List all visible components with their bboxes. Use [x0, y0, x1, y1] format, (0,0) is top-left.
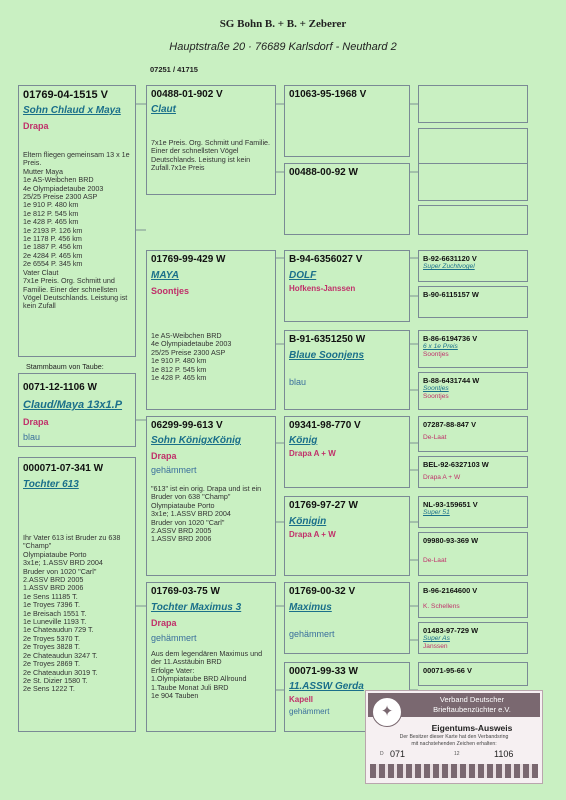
dam-code: 000071-07-341 W — [23, 463, 104, 474]
dam-card — [18, 457, 136, 732]
gen4-code: 01483-97-729 W — [423, 626, 479, 635]
card-text-line2: mit nachstehenden Zeichen erhalten: — [411, 741, 497, 747]
gen4-card-5 — [418, 456, 528, 488]
gen4-card-1 — [418, 286, 528, 318]
gen4-card-a — [418, 85, 528, 123]
card-text-line1: Der Besitzer dieser Karte hat den Verbandsring — [399, 734, 509, 740]
gen3-code: 01769-00-32 V — [289, 586, 356, 597]
maya-color: Soontjes — [151, 286, 190, 296]
gen4-sub: De-Laat — [423, 434, 447, 441]
gen4-sub: Super As — [423, 635, 450, 642]
gen4-card-9 — [418, 622, 528, 654]
subject-color2: blau — [23, 432, 41, 442]
gen3-code: 00071-99-33 W — [289, 666, 358, 677]
gen4-sub: Soontjes — [423, 385, 449, 392]
gen4-sub: Super Zuchtvogel — [423, 263, 475, 270]
subject-name: Claud/Maya 13x1.P — [23, 399, 123, 411]
subject-card — [18, 373, 136, 447]
gen4-card-c — [418, 163, 528, 201]
gen3-name: Maximus — [289, 602, 332, 613]
gen3-card-7 — [284, 582, 410, 654]
gen3-code: 00488-00-92 W — [289, 167, 358, 178]
country-mark: D — [380, 751, 384, 757]
gen4-code: 00071-95-66 V — [423, 666, 472, 675]
dam-description: Ihr Vater 613 ist Bruder zu 638 "Champ" Olympiataube Porto 3x1e; 1.ASSV BRD 2004 Bruder von 1020 "Carl" 2.ASSV BRD 2005 1.ASSV BRD 2006 1e Sens 11185 T. 1e Troyes 7396 T. 1e Breisach 1551 T. 1e Luneville 1193 T. 1e Chateaudun 729 T. 2e Troyes 5370 T. 2e Troyes 3828 T. 2e Chateaudun 3247 T. 2e Troyes 2869 T. 2e Chateaudun 3019 T. 2e St. Dizier 1580 T. 2e Sens 1222 T. — [23, 533, 121, 694]
gen3-color: Kapell — [289, 695, 314, 704]
gen3-name: König — [289, 435, 318, 446]
gen4-card-10 — [418, 662, 528, 686]
gen4-sub: De-Laat — [423, 557, 447, 564]
gen4-sub2: Soontjes — [423, 392, 449, 400]
sohn-konig-description: "613" ist ein orig. Drapa und ist ein Bruder von 638 "Champ" Olympiataube Porto 3x1e; 1.ASSV BRD 2004 Bruder von 1020 "Carl" 2.ASSV BRD 2005 1.ASSV BRD 2006 — [151, 484, 262, 544]
gen4-code: B-86-6194736 V — [423, 334, 478, 343]
gen3-card-6 — [284, 496, 410, 576]
breeder-address: Hauptstraße 20 · 76689 Karlsdorf - Neuthard 2 — [169, 41, 397, 53]
ring-number: 071 — [390, 749, 406, 759]
gen3-name: Königin — [289, 516, 327, 527]
breeder-name: SG Bohn B. + B. + Zeberer — [219, 18, 347, 30]
ring-year: 12 — [454, 751, 460, 757]
sohn-konig-color2: gehämmert — [151, 465, 197, 475]
org-name-line1: Verband Deutscher — [439, 695, 505, 704]
gen4-code: B-92-6631120 V — [423, 254, 477, 263]
gen3-code: B-94-6356027 V — [289, 254, 363, 265]
gen4-card-7 — [418, 532, 528, 576]
pigeon-description: Eltern fliegen gemeinsam 13 x 1e Preis. Mutter Maya 1e AS-Weibchen BRD 4e Olympiadetaube 2003 25/25 Preise 2300 ASP 1e 910 P. 480 km 1e 812 P. 545 km 1e 428 P. 465 km 1e 2193 P. 126 km 1e 1178 P. 456 km 1e 1887 P. 456 km 2e 4284 P. 465 km 2e 6554 P. 345 km Vater Claut 7x1e Preis. Org. Schmitt und Familie. Einer der schnellsten Vögel Deutschlands. Leistung ist kein Zufall — [23, 150, 130, 311]
claut-code: 00488-01-902 V — [151, 89, 223, 100]
gen4-code: B-88-6431744 W — [423, 376, 480, 385]
decorative-pattern — [370, 764, 538, 778]
gen4-code: 07287-88-847 V — [423, 420, 477, 429]
gen4-code: NL-93-159651 V — [423, 500, 478, 509]
sohn-konig-color: Drapa — [151, 451, 177, 461]
tochter-max-description: Aus dem legendären Maximus und der 11.Asstäubin BRD Erfolge Vater: 1.Olympiataube BRD Allround 1.Taube Monat Juli BRD 1e 904 Tauben — [151, 649, 263, 701]
claut-name: Claut — [151, 104, 176, 115]
gen3-card-4 — [284, 330, 410, 410]
pigeon-card-main — [18, 85, 136, 357]
subject-code: 0071-12-1106 W — [23, 382, 97, 393]
gen4-card-2 — [418, 330, 528, 368]
tochter-max-color: Drapa — [151, 618, 177, 628]
gen4-code: B-90-6115157 W — [423, 290, 479, 299]
gen4-card-d — [418, 205, 528, 235]
tochter-max-color2: gehämmert — [151, 633, 197, 643]
pigeon-name: Sohn Chlaud x Maya — [23, 105, 121, 116]
gen3-card-5 — [284, 416, 410, 488]
gen3-color: blau — [289, 377, 307, 387]
gen3-code: B-91-6351250 W — [289, 334, 366, 345]
gen4-code: BEL-92-6327103 W — [423, 460, 489, 469]
gen4-code: B-96-2164600 V — [423, 586, 478, 595]
gen4-card-6 — [418, 496, 528, 528]
gen3-code: 01769-97-27 W — [289, 500, 358, 511]
breeder-phone: 07251 / 41715 — [150, 65, 198, 74]
pigeon-color: Drapa — [23, 121, 49, 131]
maya-card — [146, 250, 276, 410]
maya-description: 1e AS-Weibchen BRD 4e Olympiadetaube 2003 25/25 Preise 2300 ASP 1e 910 P. 480 km 1e 812 P. 545 km 1e 428 P. 465 km — [151, 331, 232, 383]
dove-logo-icon: ✦ — [372, 697, 402, 727]
sohn-konig-name: Sohn KönigxKönig — [151, 435, 241, 446]
sohn-konig-card — [146, 416, 276, 576]
gen3-code: 01063-95-1968 V — [289, 89, 367, 100]
gen4-sub2: Janssen — [423, 642, 448, 650]
gen4-sub2: Soontjes — [423, 350, 449, 358]
gen3-card-3 — [284, 250, 410, 322]
gen4-sub: K. Schellens — [423, 603, 460, 610]
org-name-line2: Brieftaubenzüchter e.V. — [433, 705, 511, 714]
claut-description: 7x1e Preis. Org. Schmitt und Familie. Einer der schnellsten Vögel Deutschlands. Leistung ist kein Zufall.7x1e Preis — [151, 138, 271, 173]
gen4-card-8 — [418, 582, 528, 618]
gen4-sub: 6 x 1e Preis — [423, 343, 458, 350]
gen3-card-1 — [284, 85, 410, 157]
gen3-card-2 — [284, 163, 410, 235]
gen3-name: 11.ASSW Gerda — [289, 681, 364, 692]
maya-name: MAYA — [151, 270, 179, 281]
gen4-card-4 — [418, 416, 528, 452]
claut-card — [146, 85, 276, 195]
pigeon-code: 01769-04-1515 V — [23, 89, 109, 101]
gen3-color: Hofkens-Janssen — [289, 284, 356, 293]
ownership-card — [365, 690, 543, 784]
gen4-card-3 — [418, 372, 528, 410]
gen4-code: 09980-93-369 W — [423, 536, 479, 545]
tochter-max-card — [146, 582, 276, 732]
gen3-color: gehämmert — [289, 629, 335, 639]
card-title: Eigentums-Ausweis — [431, 723, 513, 733]
stammbaum-label: Stammbaum von Taube: — [26, 362, 104, 371]
gen3-code: 09341-98-770 V — [289, 420, 361, 431]
dam-name: Tochter 613 — [23, 479, 79, 490]
gen3-name: Blaue Soonjens — [289, 350, 365, 361]
subject-color: Drapa — [23, 417, 49, 427]
maya-code: 01769-99-429 W — [151, 254, 226, 265]
gen3-color: Drapa A + W — [289, 449, 336, 458]
gen3-color2: gehämmert — [289, 707, 330, 716]
tochter-max-name: Tochter Maximus 3 — [151, 602, 242, 613]
gen4-sub: Drapa A + W — [423, 474, 461, 481]
sohn-konig-code: 06299-99-613 V — [151, 420, 223, 431]
tochter-max-code: 01769-03-75 W — [151, 586, 220, 597]
gen4-card-b — [418, 128, 528, 166]
gen4-sub: Super 51 — [423, 509, 450, 516]
gen4-card-0 — [418, 250, 528, 282]
ring-serial: 1106 — [494, 749, 514, 759]
gen3-name: DOLF — [289, 270, 317, 281]
gen3-color: Drapa A + W — [289, 530, 336, 539]
